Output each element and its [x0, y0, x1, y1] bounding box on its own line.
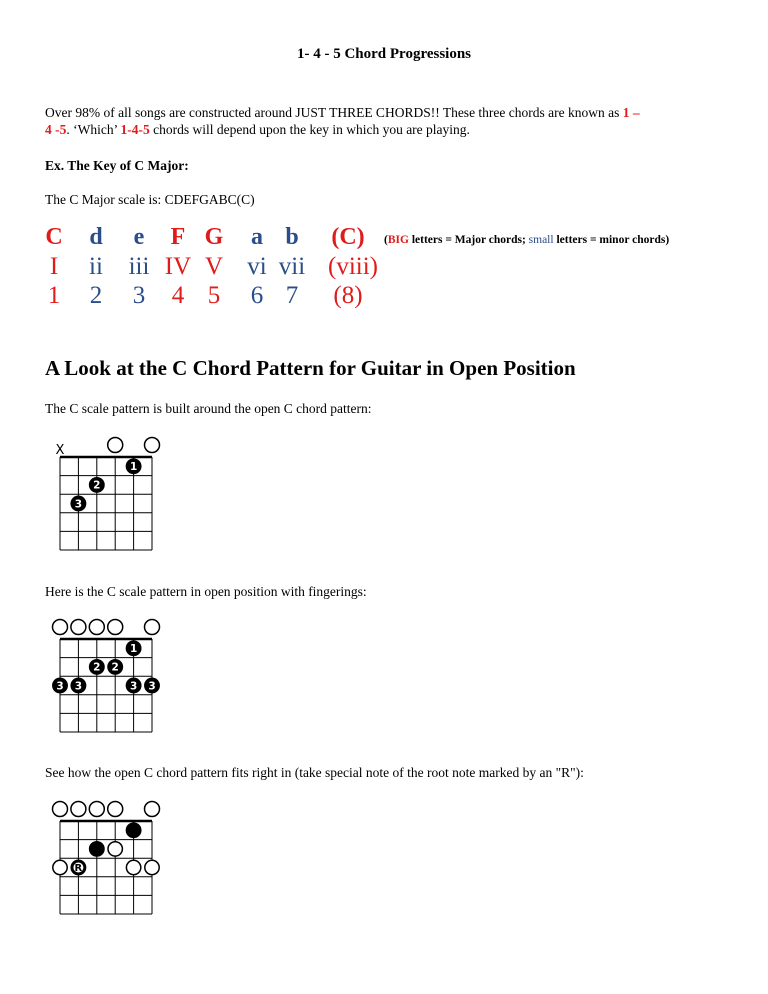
scale-letters-2: d — [89, 224, 103, 250]
scale-numbers-3: 3 — [132, 282, 146, 309]
scale-numbers-2: 2 — [89, 282, 103, 309]
intro-highlight-2: 4 -5 — [45, 122, 67, 137]
intro-highlight-3: 1-4-5 — [120, 122, 150, 137]
scale-letters-6: a — [251, 224, 263, 250]
scale-numerals-7: vii — [278, 253, 306, 280]
finger-number-label: 1 — [129, 643, 138, 656]
open-string-icon — [108, 438, 123, 453]
finger-number-label: 1 — [129, 461, 138, 474]
finger-dot-icon — [126, 823, 140, 837]
legend-small: small — [528, 234, 554, 246]
scale-letters-7: b — [285, 224, 299, 250]
intro-highlight-1: 1 – — [622, 105, 640, 120]
legend-mid: letters = Major chords; — [408, 234, 529, 246]
scale-diagram-fingerings — [40, 614, 180, 739]
open-string-icon — [71, 802, 86, 817]
scale-note-icon — [108, 842, 122, 856]
example-heading: Ex. The Key of C Major: — [45, 158, 189, 173]
chord-diagram-c-open — [40, 432, 180, 557]
finger-number-label: 3 — [129, 680, 138, 693]
finger-number-label: 3 — [56, 680, 64, 693]
scale-numerals-5: V — [204, 253, 224, 280]
diagram2-caption: Here is the C scale pattern in open position with fingerings: — [45, 584, 367, 599]
scale-numbers-1: 1 — [47, 282, 61, 309]
open-string-icon — [145, 802, 160, 817]
scale-letters-4: F — [170, 224, 186, 250]
scale-letters-3: e — [133, 224, 145, 250]
scale-numerals-1: I — [49, 253, 59, 280]
muted-string-icon: X — [55, 443, 65, 458]
open-string-icon — [53, 620, 68, 635]
finger-number-label: 3 — [74, 498, 83, 511]
finger-number-label: 3 — [148, 680, 156, 693]
diagram1-caption: The C scale pattern is built around the open C chord pattern: — [45, 401, 372, 416]
scale-letters-1: C — [45, 224, 63, 250]
scale-numbers-6: 6 — [250, 282, 264, 309]
intro-text-b: . ‘Which’ — [66, 122, 121, 137]
finger-dot-icon — [90, 842, 104, 856]
scale-letters-8: (C) — [331, 224, 365, 250]
legend-big: BIG — [387, 234, 409, 246]
scale-numerals-4: IV — [164, 253, 192, 280]
root-note-label: R — [74, 863, 83, 875]
open-string-icon — [89, 802, 104, 817]
open-string-icon — [89, 620, 104, 635]
finger-number-label: 2 — [111, 661, 119, 674]
open-string-icon — [71, 620, 86, 635]
scale-numbers-8: (8) — [333, 282, 363, 309]
scale-note-icon — [145, 860, 159, 874]
legend-end: letters = minor chords) — [553, 234, 670, 246]
scale-numbers-7: 7 — [285, 282, 299, 309]
chord-legend — [384, 234, 669, 246]
section-heading: A Look at the C Chord Pattern for Guitar in Open Position — [45, 356, 576, 380]
scale-note-icon — [126, 860, 140, 874]
scale-diagram-root — [40, 796, 180, 921]
scale-numbers-5: 5 — [207, 282, 221, 309]
intro-text-c: chords will depend upon the key in which you are playing. — [149, 122, 470, 137]
scale-letters-5: G — [204, 224, 224, 250]
page-title: 1- 4 - 5 Chord Progressions — [296, 46, 472, 62]
intro-text-a: Over 98% of all songs are constructed around JUST THREE CHORDS!! These three chords are known as — [45, 105, 623, 120]
finger-number-label: 2 — [93, 479, 101, 492]
scale-numerals-3: iii — [128, 253, 150, 280]
finger-number-label: 2 — [93, 661, 101, 674]
scale-numerals-2: ii — [89, 253, 103, 280]
finger-number-label: 3 — [74, 680, 83, 693]
open-string-icon — [108, 620, 123, 635]
open-string-icon — [145, 438, 160, 453]
diagram3-caption: See how the open C chord pattern fits right in (take special note of the root note marked by an "R"): — [45, 765, 584, 780]
intro-paragraph — [45, 104, 735, 138]
legend-open: ( — [384, 234, 388, 246]
open-string-icon — [145, 620, 160, 635]
scale-numerals-8: (viii) — [328, 253, 378, 280]
open-string-icon — [53, 802, 68, 817]
scale-numbers-4: 4 — [171, 282, 185, 309]
scale-numerals-6: vi — [247, 253, 267, 280]
open-string-icon — [108, 802, 123, 817]
scale-line: The C Major scale is: CDEFGABC(C) — [45, 192, 255, 207]
scale-note-icon — [53, 860, 67, 874]
